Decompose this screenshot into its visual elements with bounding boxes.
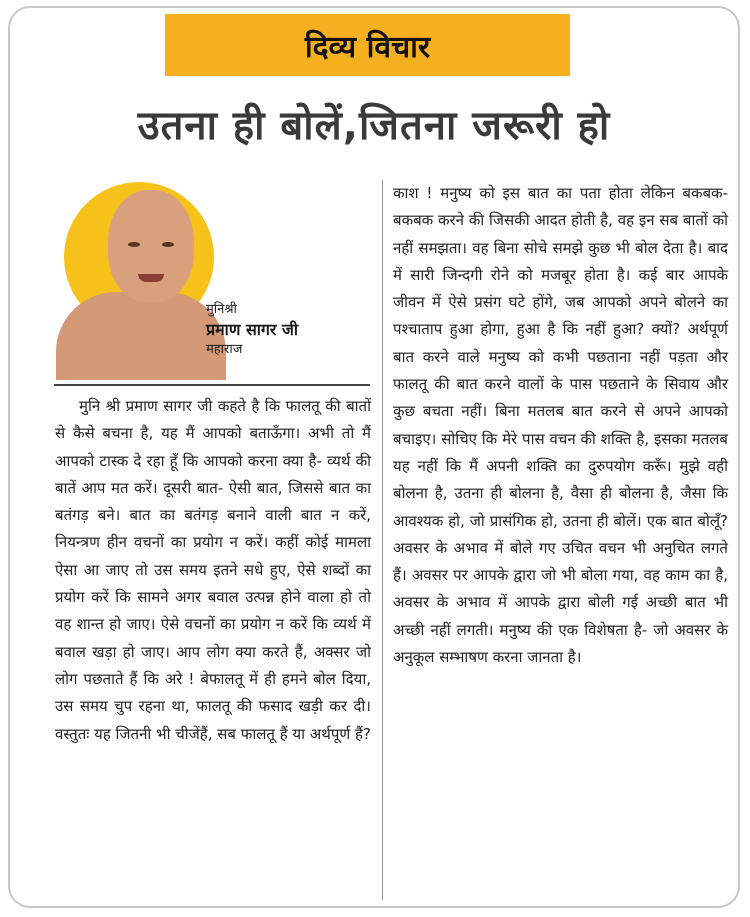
author-prefix: मुनिश्री (206, 302, 237, 317)
author-suffix: महाराज (206, 342, 243, 357)
article-headline: उतना ही बोलें,जितना जरूरी हो (137, 103, 611, 149)
column-divider (382, 180, 383, 900)
article-column-right: काश ! मनुष्य को इस बात का पता होता लेकिन बकबक-बकबक करने की जिसकी आदत होती है, वह इन सब बातों को नहीं समझता। वह बिना सोचे समझे कुछ भी बोल देता है। बाद में सारी जिन्दगी रोने को मजबूर होता है। कई बार आपके जीवन में ऐसे प्रसंग घटे होंगे, जब आपको अपने बोलने का पश्चाताप हुआ होगा, हुआ है कि नहीं हुआ? क्यों? अर्थपूर्ण बात करने वाले मनुष्य को कभी पछताना नहीं पड़ता और फालतू की बात करने वालों के पास पछताने के सिवाय और कुछ बचता नहीं। बिना मतलब बात करने से अपने आपको बचाइए। सोचिए कि मेरे पास वचन की शक्ति है, इसका मतलब यह नहीं कि मैं अपनी शक्ति का दुरुपयोग करूँ। मुझे वही बोलना है, उतना ही बोलना है, वैसा ही बोलना है, जैसा कि आवश्यक हो, जो प्रासंगिक हो, उतना ही बोलें। एक बात बोलूँ? अवसर के अभाव में बोले गए उचित वचन भी अनुचित लगते हैं। अवसर पर आपके द्वारा जो भी बोला गया, वह काम का है, अवसर के अभाव में आपके द्वारा बोली गई अच्छी बात भी अच्छी नहीं लगती। मनुष्य की एक विशेषता है- जो अवसर के अनुकूल सम्भाषण करना जानता है। (393, 184, 728, 667)
article-column-left: मुनि श्री प्रमाण सागर जी कहते है कि फालतू की बातों से कैसे बचना है, यह मैं आपको बताऊँगा। अभी तो मैं आपको टास्क दे रहा हूँ कि आपको करना क्या है- व्यर्थ की बातें आप मत करें। दूसरी बात- ऐसी बात, जिससे बात का बतंगड़ बने। बात का बतंगड़ बनाने वाली बात न करें, नियन्त्रण हीन वचनों का प्रयोग न करें। कहीं कोई मामला ऐसा आ जाए तो उस समय इतने सधे हुए, ऐसे शब्दों का प्रयोग करें कि सामने अगर बवाल उत्पन्न होने वाला हो तो वह शान्त हो जाए। ऐसे वचनों का प्रयोग न करें कि व्यर्थ में बवाल खड़ा हो जाए। आप लोग क्या करते हैं, अक्सर जो लोग पछताते हैं कि अरे ! बेफालतू में ही हमने बोल दिया, उस समय चुप रहना था, फालतू की फसाद खड़ी कर दी। वस्तुतः यह जितनी भी चीजेंहैं, सब फालतू हैं या अर्थपूर्ण हैं? (55, 397, 371, 743)
author-portrait (50, 180, 220, 380)
portrait-eye-left (128, 242, 140, 247)
portrait-head (108, 190, 194, 302)
section-banner (165, 14, 570, 76)
portrait-shoulders (56, 292, 226, 380)
portrait-eye-right (162, 242, 174, 247)
section-title: दिव्य विचार (304, 29, 431, 65)
caption-rule (54, 384, 370, 386)
newspaper-clipping (8, 6, 740, 908)
author-name: प्रमाण सागर जी (206, 320, 299, 339)
portrait-mouth (138, 274, 164, 282)
author-caption (206, 300, 298, 360)
